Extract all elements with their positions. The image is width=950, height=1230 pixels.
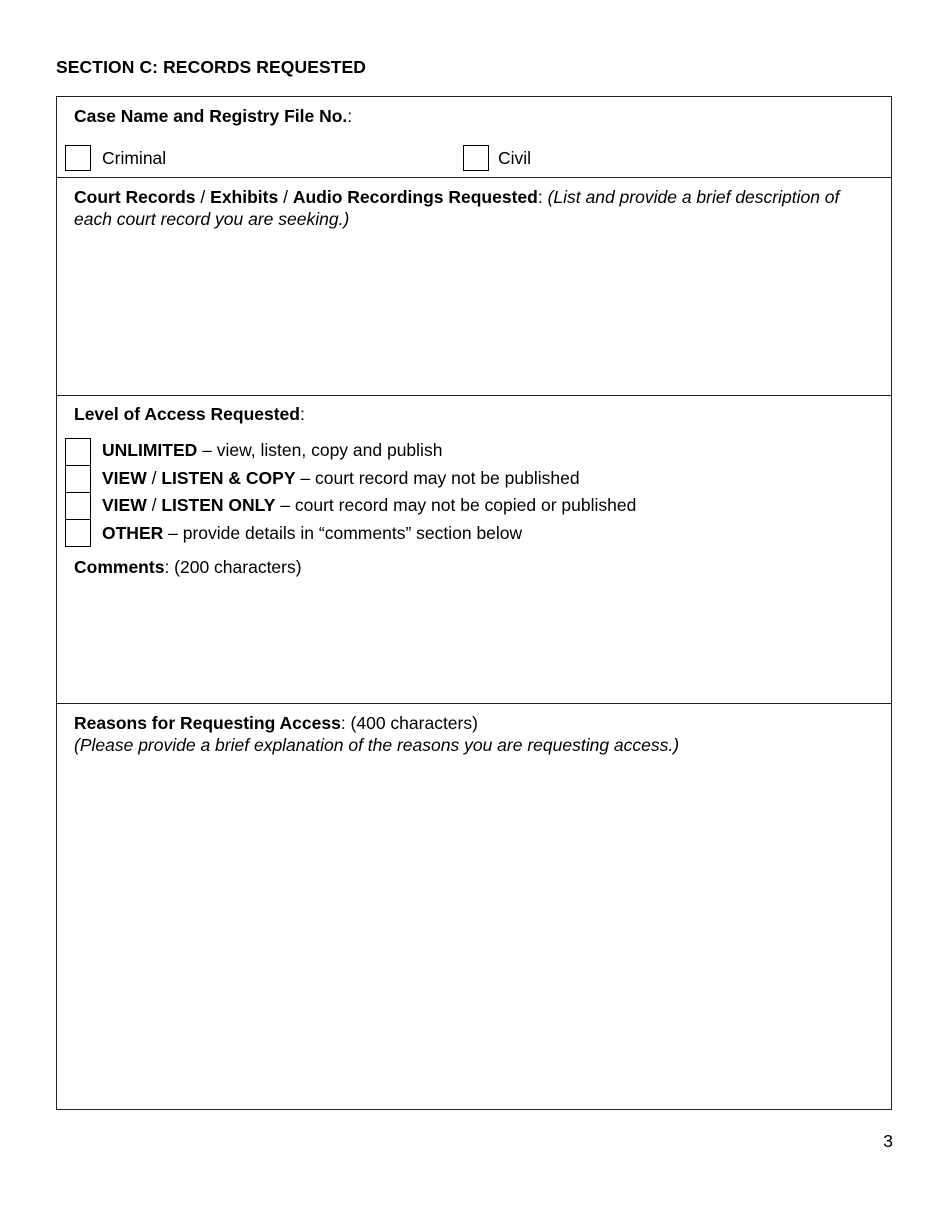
section-title: SECTION C: RECORDS REQUESTED [56,57,367,77]
view-listen-only-title-b: LISTEN ONLY [161,495,276,515]
unlimited-title: UNLIMITED [102,440,198,460]
records-request-form [56,96,892,1110]
reasons-input-area[interactable] [65,764,883,1103]
access-label-text: Level of Access Requested [74,404,300,424]
view-listen-copy-option [102,467,580,489]
records-label-part2: Exhibits [210,187,279,207]
case-name-colon: : [347,106,353,126]
view-listen-only-sep: / [146,495,162,515]
other-desc: – provide details in “comments” section below [163,523,523,543]
civil-checkbox[interactable] [463,145,489,171]
access-label [74,403,305,425]
records-colon: : [537,187,548,207]
view-listen-copy-title-b: LISTEN & COPY [161,468,296,488]
other-option [102,522,522,544]
reasons-note: : (400 characters) [340,713,478,733]
comments-label [74,556,302,578]
view-listen-only-checkbox[interactable] [65,492,91,520]
criminal-label: Criminal [102,148,167,168]
view-listen-copy-title-a: VIEW [102,468,147,488]
case-name-label-text: Case Name and Registry File No. [74,106,348,126]
criminal-checkbox[interactable] [65,145,91,171]
view-listen-only-option [102,494,636,516]
comments-note: : (200 characters) [164,557,302,577]
other-title: OTHER [102,523,164,543]
unlimited-option [102,439,442,461]
reasons-label [74,712,478,734]
other-checkbox[interactable] [65,519,91,547]
case-row [57,97,891,178]
records-instruction: (List and provide a brief description of each court record you are seeking.) [74,187,840,229]
view-listen-copy-checkbox[interactable] [65,465,91,493]
records-label [74,186,873,230]
unlimited-desc: – view, listen, copy and publish [197,440,443,460]
case-name-label [74,105,352,127]
reasons-row [57,704,891,1109]
access-row [57,396,891,704]
reasons-label-text: Reasons for Requesting Access [74,713,341,733]
records-label-part1: Court Records [74,187,196,207]
view-listen-only-desc: – court record may not be copied or published [275,495,637,515]
comments-label-text: Comments [74,557,165,577]
records-label-part3: Audio Recordings Requested [292,187,538,207]
reasons-instruction: (Please provide a brief explanation of the reasons you are requesting access.) [74,735,680,755]
view-listen-only-title-a: VIEW [102,495,147,515]
access-colon: : [299,404,305,424]
view-listen-copy-desc: – court record may not be published [295,468,580,488]
records-row [57,178,891,396]
records-sep1: / [195,187,211,207]
comments-input-area[interactable] [65,584,883,697]
view-listen-copy-sep: / [146,468,162,488]
unlimited-checkbox[interactable] [65,438,91,466]
civil-label: Civil [498,148,532,168]
records-sep2: / [278,187,293,207]
records-input-area[interactable] [65,236,883,389]
page-number: 3 [883,1131,893,1151]
